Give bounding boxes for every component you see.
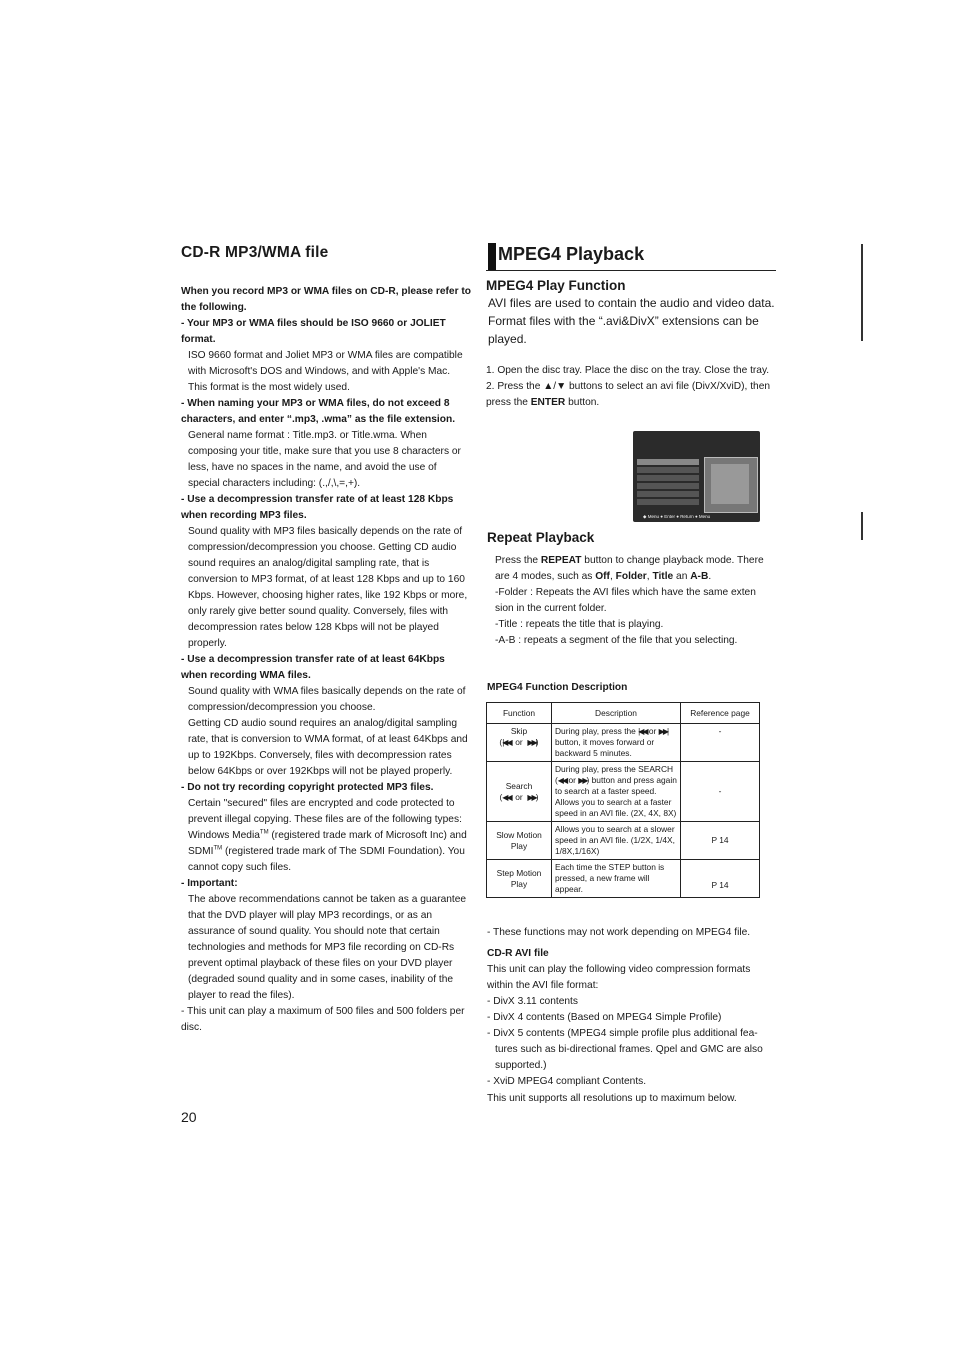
cdr-avi-intro: This unit can play the following video compression formats within the AVI file format: [487,964,751,991]
section-title-cdr-mp3: CD-R MP3/WMA file [181,244,329,261]
rewind-icon: ◀◀ [557,776,567,785]
header-function: Function [487,703,552,724]
fast-forward-icon: ▶▶ [578,776,587,785]
bullet-iso-body: ISO 9660 format and Joliet MP3 or WMA files are compatible with Microsoft's DOS and Windows, and with Apple's Mac. This format is the most widely used. [188,350,463,393]
rp-text: . [708,571,712,582]
osd-screenshot [633,431,760,522]
rp-ab: A-B [690,571,709,582]
play-function-heading: MPEG4 Play Function [486,278,626,293]
search-or: or [515,791,523,802]
skip-or: or [515,737,523,747]
bullet-iso-head: - Your MP3 or WMA files should be ISO 9660 or JOLIET format. [181,318,446,345]
repeat-title-desc: -Title : repeats the title that is playing. [495,619,664,630]
cdr-item-xvid: - XviD MPEG4 compliant Contents. [487,1076,647,1087]
osd-menu2-label: Menu [698,514,711,519]
osd-file-row [637,475,699,481]
tm-mark: TM [213,845,223,852]
bullet-copyright-head: - Do not try recording copyright protected MP3 files. [181,782,434,793]
bullet-important-head: - Important: [181,878,238,889]
header-reference: Reference page [681,703,760,724]
bullet-mp3-rate-body: Sound quality with MP3 files basically depends on the rate of compression/decompression you choose. Getting CD audio sound requires an analog/digital sampling rate, that is conversion to MP3 format, of at least 128 Kbps and up to 160 Kbps. However, choosing higher rates, like 192 Kbps or more, only rarely give better sound quality. Conversely, files with decompression rates below 128 Kbps will not be played properly. [188,526,468,649]
osd-file-row [637,499,699,505]
copyright-text-a: Certain "secured" files are encrypted and code protected to prevent illegal copying. These files are of the following types: Windows Media [188,798,462,841]
copyright-text-b: (registered trade mark of Microsoft Inc) and SDMI [188,830,467,857]
step-2-text-a: 2. Press the ▲/▼ buttons to select an avi file (DivX/XviD), then press the [486,381,771,408]
function-table [486,702,760,898]
left-body [181,284,471,1036]
bullet-important-body: The above recommendations cannot be taken as a guarantee that the DVD player will play MP3 recordings, or as an assurance of sound quality. You should note that certain technologies and methods for MP3 file recording on CD-Rs prevent optimal playback of these files on your DVD player (degraded sound quality and in some cases, inability of the player to read the files). [188,894,467,1001]
edge-rule [861,512,863,540]
search-cell: Search (◀◀ or ▶▶) [487,762,552,822]
left-column [181,244,471,1036]
rp-title: Title [652,571,674,582]
osd-file-list [637,459,699,507]
repeat-intro [495,553,773,585]
search-label: Search [505,780,533,791]
osd-file-row [637,459,699,465]
mpeg4-title-banner [486,243,776,271]
fast-forward-icon: ▶▶ [527,792,536,802]
bullet-naming-body: General name format : Title.mp3. or Title.wma. When composing your title, make sure that you use 8 characters or less, have no spaces in the name, and avoid the use of special characters including: (.,/,\,=,+). [188,430,461,489]
bullet-copyright-body [181,796,471,876]
rewind-icon: ◀◀ [502,792,511,802]
repeat-playback-section [487,530,773,649]
osd-return-label: Return [680,514,694,519]
skip-ref: - [681,724,760,762]
skip-desc-a: During play, press the [555,726,639,736]
search-desc-b: ) button and press again to search at a faster speed. Allows you to search at a faster speed in an AVI file. (2X, 4X, 8X) [555,775,677,818]
osd-preview-thumbnail [704,457,758,513]
skip-back-icon: |◀◀ [638,727,647,736]
bullet-wma-rate-head: - Use a decompression transfer rate of at least 64Kbps when recording WMA files. [181,654,445,681]
skip-desc-b: button, it moves forward or backward 5 minutes. [555,737,655,758]
skip-forward-icon: ▶▶| [527,738,536,747]
cdr-item-divx5: - DivX 5 contents (MPEG4 simple profile plus additional fea- tures such as bi-directional frames. Qpel and GMC are also supported.) [487,1028,763,1071]
search-desc [552,762,681,822]
rp-text: , [646,571,653,582]
search-ref: - [681,762,760,822]
osd-top-bar [637,434,756,442]
table-row [487,860,760,898]
cdr-item-divx311: - DivX 3.11 contents [487,996,578,1007]
slow-desc: Allows you to search at a slower speed in an AVI file. (1/2X, 1/4X, 1/8X,1/16X) [552,822,681,860]
preview-image [711,464,749,504]
table-header-row [487,703,760,724]
functions-note: - These functions may not work depending on MPEG4 file. [487,927,751,938]
rp-text: button to change playback mode. There are 4 modes, such as [495,555,764,582]
step-desc: Each time the STEP button is pressed, a new frame will appear. [552,860,681,898]
bullet-wma-rate-body1: Sound quality with WMA files basically depends on the rate of compression/decompression you choose. [188,686,466,713]
skip-cell: Skip (|◀◀ or ▶▶|) [487,724,552,762]
step-2-text-b: button. [565,397,600,408]
bullet-naming-head: - When naming your MP3 or WMA files, do not exceed 8 characters, and enter “.mp3, .wma” as the file extension. [181,398,456,425]
skip-label: Skip [510,726,528,736]
bullet-wma-rate-body2: Getting CD audio sound requires an analog/digital sampling rate, that is conversion to WMA format, of at least 64Kbps and up to 192Kbps. Conversely, files with decompression rates below 64Kbps or over 192Kbps will not be played properly. [188,718,468,777]
slow-label: Slow Motion Play [487,822,552,860]
bullet-mp3-rate-head: - Use a decompression transfer rate of at least 128 Kbps when recording MP3 files. [181,494,454,521]
osd-menu-label: Menu [647,514,659,519]
rp-text: Press the [495,555,541,566]
table-row [487,724,760,762]
tm-mark: TM [259,829,269,836]
skip-desc [552,724,681,762]
bullet-max-files: - This unit can play a maximum of 500 files and 500 folders per disc. [181,1006,465,1033]
header-description: Description [552,703,681,724]
step-label: Step Motion Play [487,860,552,898]
edge-rule [861,244,863,341]
rp-text: , [609,571,616,582]
rp-repeat: REPEAT [540,555,582,566]
cdr-item-divx4: - DivX 4 contents (Based on MPEG4 Simple Profile) [487,1012,722,1023]
cdr-avi-heading: CD-R AVI file [487,948,549,959]
intro-text: When you record MP3 or WMA files on CD-R, please refer to the following. [181,286,472,313]
osd-file-row [637,491,699,497]
table-title: MPEG4 Function Description [487,682,628,693]
repeat-ab-desc: -A-B : repeats a segment of the file that you selecting. [495,635,738,646]
osd-file-row [637,467,699,473]
repeat-body [495,553,773,649]
rp-folder: Folder [615,571,647,582]
table-row [487,762,760,822]
rp-off: Off [595,571,610,582]
osd-enter-label: Enter [664,514,675,519]
skip-forward-icon: ▶▶| [658,727,668,736]
cdr-avi-section [487,925,777,1107]
cdr-resolution-note: This unit supports all resolutions up to maximum below. [487,1093,737,1104]
step-2-enter: ENTER [530,397,566,408]
step-2 [486,379,776,411]
title-bar-marker [488,243,496,270]
page-title: MPEG4 Playback [498,244,645,264]
play-function-intro: AVI files are used to contain the audio and video data. Format files with the “.avi&DivX” extensions can be played. [488,296,775,346]
slow-ref: P 14 [681,822,760,860]
page-number: 20 [181,1109,197,1125]
step-ref: P 14 [681,860,760,898]
skip-desc-or: or [646,726,657,736]
play-steps [486,363,776,411]
right-column [486,243,776,411]
rp-text: an [673,571,691,582]
osd-footer: ◆ Menu ● Enter ● Return ● Menu [643,514,711,519]
step-1: 1. Open the disc tray. Place the disc on the tray. Close the tray. [486,365,770,376]
repeat-folder-desc: -Folder : Repeats the AVI files which have the same exten sion in the current folder. [495,587,756,614]
search-desc-or: or [568,775,576,785]
skip-back-icon: |◀◀ [502,738,511,747]
repeat-heading: Repeat Playback [487,530,595,545]
osd-file-row [637,483,699,489]
copyright-text-c: (registered trade mark of The SDMI Foundation). You cannot copy such files. [188,846,465,873]
table-row [487,822,760,860]
search-desc-a: During play, press the SEARCH ( [555,764,674,785]
